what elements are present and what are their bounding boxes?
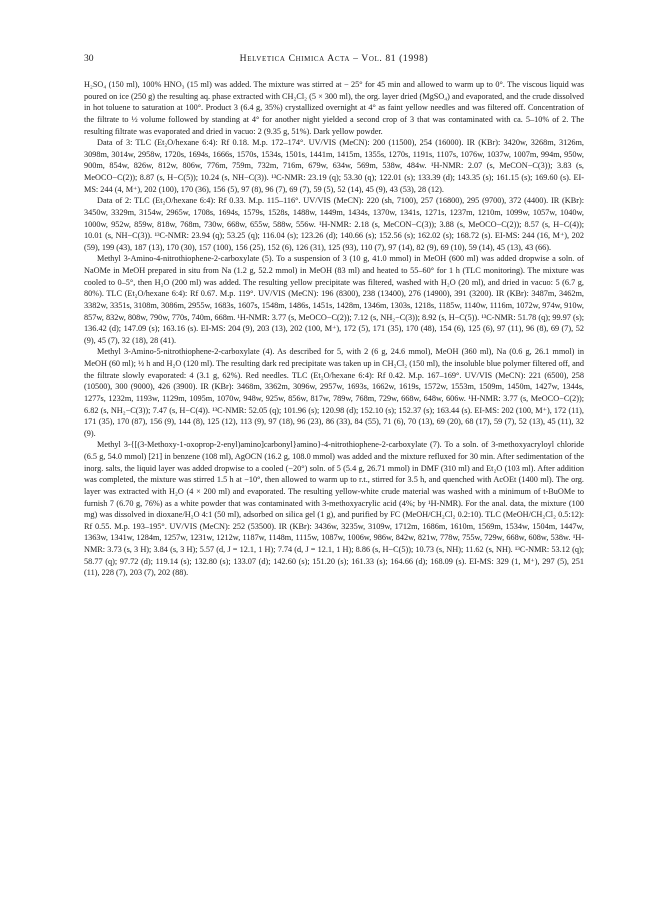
article-body — [84, 79, 584, 579]
paragraph-compound-4: Methyl 3-Amino-5-nitrothiophene-2-carboxylate (4). As described for 5, with 2 (6 g, 24.6 mmol), MeOH (360 ml), Na (0.6 g, 26.1 mmol) in MeOH (60 ml); ½ h and H₂O (120 ml). The resulting dark red precipitate was taken up in CH₂Cl₂ (150 ml), the insoluble blue polymer filtered off, and the filtrate slowly evaporated: 4 (3.1 g, 62%). Red needles. TLC (Et₂O/hexane 6:4): Rf 0.42. M.p. 167–169°. UV/VIS (MeCN): 221 (6500), 258 (10500), 300 (9000), 426 (3900). IR (KBr): 3468m, 3362m, 3096w, 2957w, 1693s, 1662w, 1619s, 1572w, 1553m, 1509m, 1450m, 1427w, 1344s, 1277s, 1232m, 1193w, 1129m, 1095m, 1070w, 948w, 925w, 856w, 817w, 789w, 768m, 729w, 668w, 648w, 606w. ¹H-NMR: 3.77 (s, MeOCO−C(2)); 6.82 (s, NH₂−C(3)); 7.47 (s, H−C(4)). ¹³C-NMR: 52.05 (q); 101.96 (s); 120.98 (d); 152.10 (s); 152.37 (s); 163.44 (s). EI-MS: 202 (100, M⁺), 172 (11), 171 (35), 170 (87), 156 (9), 144 (8), 125 (12), 113 (9), 97 (18), 96 (23), 86 (33), 84 (55), 71 (6), 70 (13), 69 (20), 68 (17), 59 (7), 52 (13), 45 (11), 32 (9). — [84, 347, 584, 438]
paragraph-nitration-workup: H₂SO₄ (150 ml), 100% HNO₃ (15 ml) was added. The mixture was stirred at − 25° for 45 min and allowed to warm up to 0°. The viscous liquid was poured on ice (250 g) the resulting aq. phase extracted with CH₂Cl₂ (5 × 300 ml), the org. layer dried (MgSO₄) and evaporated, and the crude dissolved in hot toluene to saturation at 100°. Product 3 (6.4 g, 35%) crystallized overnight at 4° as faint yellow needles and was filtered off. Concentration of the filtrate to ½ volume followed by standing at 4° for another night yielded a second crop of 3 that was contaminated with ca. 5–10% of 2. The resulting filtrate was evaporated and dried in vacuo: 2 (9.35 g, 51%). Dark yellow powder. — [84, 80, 584, 136]
paragraph-compound-5: Methyl 3-Amino-4-nitrothiophene-2-carboxylate (5). To a suspension of 3 (10 g, 41.0 mmol) in MeOH (600 ml) was added dropwise a soln. of NaOMe in MeOH prepared in situ from Na (1.2 g, 52.2 mmol) in MeOH (83 ml) and heated to 55–60° for 1 h (TLC monitoring). The mixture was cooled to 0–5°, then H₂O (200 ml) was added. The resulting yellow precipitate was filtered, washed with H₂O (20 ml), and dried in vacuo: 5 (6.7 g, 80%). TLC (Et₂O/hexane 6:4): Rf 0.67. M.p. 119°. UV/VIS (MeCN): 196 (8300), 238 (13400), 276 (14900), 391 (3200). IR (KBr): 3487m, 3462m, 3382w, 3351s, 3108m, 3086m, 2955w, 1683s, 1607s, 1548m, 1486s, 1451s, 1428m, 1346m, 1303s, 1218s, 1185w, 1140w, 1116m, 1072w, 974w, 910w, 857w, 832w, 808w, 790w, 770s, 740m, 668m. ¹H-NMR: 3.77 (s, MeOCO−C(2)); 7.12 (s, NH₂−C(3)); 8.92 (s, H−C(5)). ¹³C-NMR: 51.78 (q); 99.97 (s); 136.42 (d); 147.09 (s); 163.16 (s). EI-MS: 204 (9), 203 (13), 202 (100, M⁺), 172 (5), 171 (35), 170 (48), 154 (6), 125 (6), 97 (11), 96 (8), 69 (7), 52 (9), 45 (7), 32 (18), 28 (41). — [84, 254, 584, 345]
paragraph-compound-7: Methyl 3-{[(3-Methoxy-1-oxoprop-2-enyl)amino]carbonyl}amino}-4-nitrothiophene-2-carboxylate (7). To a soln. of 3-methoxyacryloyl chloride (6.5 g, 54.0 mmol) [21] in benzene (108 ml), AgOCN (16.2 g, 108.0 mmol) was added and the mixture refluxed for 30 min. After sedimentation of the inorg. salts, the liquid layer was added dropwise to a cooled (−20°) soln. of 5 (5.4 g, 26.71 mmol) in DMF (310 ml) and Et₂O (103 ml). After addition was completed, the mixture was stirred 1.5 h at −10°, then allowed to warm up to r.t., stirred for 3.5 h, and quenched with AcOEt (1400 ml). The org. layer was extracted with H₂O (4 × 200 ml) and evaporated. The resulting yellow-white crude material was washed with a minimum of t-BuOMe to furnish 7 (6.70 g, 76%) as a white powder that was contaminated with 3-methoxyacrylic acid (4%; by ¹H-NMR). For the anal. data, the mixture (100 mg) was dissolved in dioxane/H₂O 4:1 (50 ml), adsorbed on silica gel (1 g), and purified by FC (MeOH/CH₂Cl₂ 0.2:10). TLC (MeOH/CH₂Cl₂ 0.5:12): Rf 0.55. M.p. 193–195°. UV/VIS (MeCN): 252 (53500). IR (KBr): 3436w, 3235w, 3109w, 1712m, 1686m, 1610m, 1569m, 1534w, 1504m, 1447w, 1363w, 1341w, 1284m, 1257w, 1231w, 1212w, 1187w, 1148m, 1115w, 1087w, 1006w, 986w, 842w, 821w, 778w, 755w, 729w, 668w, 608w, 538w. ¹H-NMR: 3.73 (s, 3 H); 3.84 (s, 3 H); 5.57 (d, J = 12.1, 1 H); 7.74 (d, J = 12.1, 1 H); 8.86 (s, H−C(5)); 10.73 (s, NH); 11.62 (s, NH). ¹³C-NMR: 53.12 (q); 58.77 (q); 97.72 (d); 119.14 (s); 132.80 (s); 133.07 (d); 142.60 (s); 151.20 (s); 161.33 (s); 164.66 (d); 168.09 (s). EI-MS: 329 (1, M⁺), 297 (5), 251 (11), 228 (7), 203 (7), 202 (88). — [84, 440, 584, 578]
paragraph-data-of-3: Data of 3: TLC (Et₂O/hexane 6:4): Rf 0.18. M.p. 172–174°. UV/VIS (MeCN): 200 (11500), 254 (16000). IR (KBr): 3420w, 3268m, 3126m, 3098m, 3014w, 2958w, 1720s, 1694s, 1666s, 1570s, 1534s, 1501s, 1441m, 1415m, 1355s, 1270s, 1191s, 1107s, 1076w, 1037w, 1007m, 994m, 950w, 900m, 854w, 826w, 812w, 806w, 776m, 759m, 732m, 716m, 679w, 634w, 569m, 538w, 484w. ¹H-NMR: 2.07 (s, MeCON−C(3)); 3.83 (s, MeOCO−C(2)); 8.87 (s, H−C(5)); 10.24 (s, NH−C(3)). ¹³C-NMR: 23.19 (q); 53.30 (q); 122.01 (s); 133.39 (d); 143.35 (s); 161.15 (s); 169.60 (s). EI-MS: 244 (4, M⁺), 202 (100), 170 (36), 156 (5), 97 (8), 96 (7), 69 (7), 59 (5), 52 (14), 45 (9), 43 (53), 28 (12). — [84, 138, 584, 194]
paragraph-data-of-2: Data of 2: TLC (Et₂O/hexane 6:4): Rf 0.33. M.p. 115–116°. UV/VIS (MeCN): 220 (sh, 7100), 257 (16800), 295 (9700), 372 (4400). IR (KBr): 3450w, 3329m, 3154w, 2965w, 1708s, 1694s, 1579s, 1528s, 1488w, 1449m, 1434s, 1370w, 1341s, 1271s, 1237m, 1210m, 1099w, 1057w, 1040w, 1000w, 952w, 859w, 818w, 768m, 730w, 668w, 655w, 588w, 556w. ¹H-NMR: 2.18 (s, MeCON−C(3)); 3.88 (s, MeOCO−C(2)); 8.57 (s, H−C(4)); 10.01 (s, NH−C(3)). ¹³C-NMR: 23.94 (q); 53.25 (q); 116.04 (s); 123.26 (d); 140.66 (s); 152.56 (s); 162.02 (s); 168.72 (s). EI-MS: 244 (16, M⁺), 202 (59), 199 (43), 187 (13), 170 (30), 157 (100), 156 (25), 152 (6), 126 (31), 125 (93), 110 (7), 97 (14), 82 (9), 69 (10), 59 (14), 45 (13), 43 (66). — [84, 196, 584, 252]
journal-title: Helvetica Chimica Acta – Vol. 81 (1998) — [239, 53, 429, 64]
running-header — [84, 52, 584, 66]
page-number: 30 — [84, 53, 94, 64]
